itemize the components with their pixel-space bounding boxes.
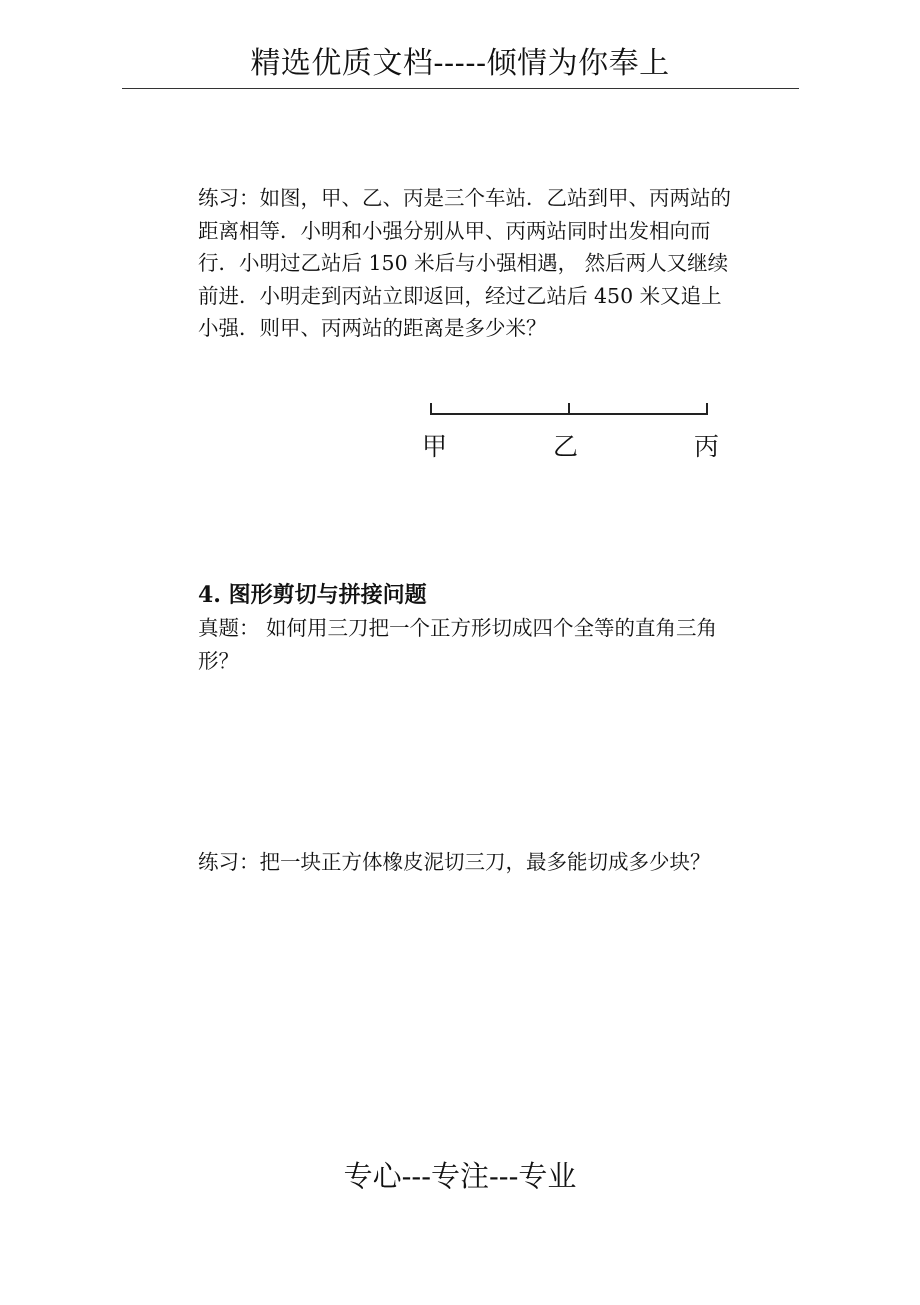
page-header-title: 精选优质文档-----倾情为你奉上 — [250, 46, 670, 81]
exercise-2-text: 练习：把一块正方体橡皮泥切三刀，最多能切成多少块？ — [198, 850, 711, 874]
section-4-question: 真题： 如何用三刀把一个正方形切成四个全等的直角三角形？ — [198, 616, 718, 673]
station-label-bing: 丙 — [694, 432, 720, 461]
page-footer-title: 专心---专注---专业 — [343, 1159, 577, 1193]
station-label-yi: 乙 — [553, 432, 579, 461]
station-diagram — [420, 395, 730, 470]
section-4-heading: 4. 图形剪切与拼接问题 — [198, 582, 427, 608]
header-divider — [122, 88, 799, 89]
exercise-1-text: 练习：如图，甲、乙、丙是三个车站．乙站到甲、丙两站的距离相等．小明和小强分别从甲、丙两站同时出发相向而行．小明过乙站后 150 米后与小强相遇， 然后两人又继续前进．小明走到丙站立即返回，经过乙站后 450 米又追上小强．则甲、丙两站的距离是多少米？ — [198, 186, 731, 340]
station-label-jia: 甲 — [422, 432, 448, 461]
